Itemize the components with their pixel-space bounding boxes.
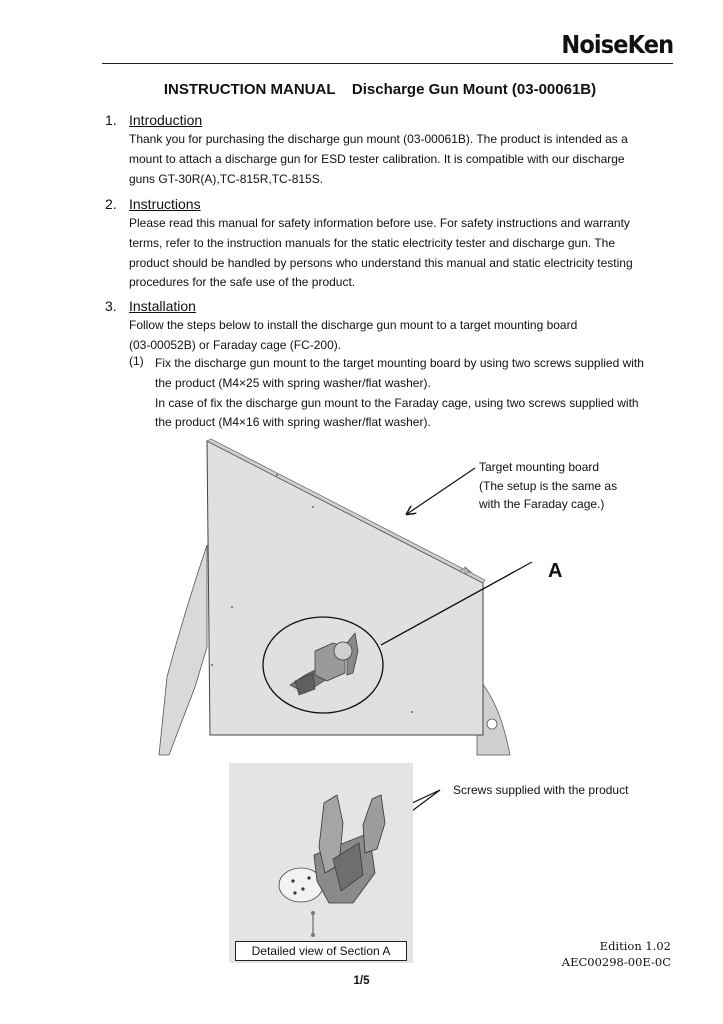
body-line: (03-00052B) or Faraday cage (FC-200).	[129, 337, 342, 352]
page-number: 1/5	[353, 975, 370, 987]
board-callout	[479, 458, 617, 514]
detail-view-caption: Detailed view of Section A	[235, 941, 407, 961]
body-line: mount to attach a discharge gun for ESD tester calibration. It is compatible with our discharge	[129, 151, 625, 166]
callout-line: (The setup is the same as	[479, 478, 618, 493]
body-line: terms, refer to the instruction manuals for the static electricity tester and discharge gun. The	[129, 235, 616, 250]
detail-view-illustration	[229, 763, 413, 963]
callout-line: with the Faraday cage.)	[479, 497, 605, 512]
step-1-number: (1)	[129, 354, 144, 368]
section-2-number: 2.	[105, 196, 117, 212]
body-line: Please read this manual for safety information before use. For safety instructions and warranty	[129, 216, 630, 230]
noiseken-logo: NoiseKen	[561, 30, 673, 59]
callout-line: Target mounting board	[479, 460, 600, 474]
board-callout-arrow	[407, 468, 475, 514]
document-title: INSTRUCTION MANUAL Discharge Gun Mount (03-00061B)	[163, 81, 597, 98]
section-1-heading: Introduction	[129, 112, 203, 128]
step-line: the product (M4×25 with spring washer/flat washer).	[155, 375, 431, 390]
section-3-number: 3.	[105, 298, 117, 314]
screws-callout: Screws supplied with the product	[453, 783, 629, 797]
step-line: In case of fix the discharge gun mount to the Faraday cage, using two screws supplied with	[155, 395, 639, 410]
body-line: Follow the steps below to install the discharge gun mount to a target mounting board	[129, 318, 578, 332]
edition-label: Edition 1.02	[599, 939, 671, 953]
body-line: Thank you for purchasing the discharge gun mount (03-00061B). The product is intended as a	[129, 132, 628, 146]
body-line: guns GT-30R(A),TC-815R,TC-815S.	[129, 171, 324, 186]
section-1-number: 1.	[105, 112, 117, 128]
section-a-leader	[381, 562, 532, 645]
document-code: AEC00298-00E-0C	[561, 955, 671, 969]
body-line: product should be handled by persons who understand this manual and static electricity testing	[129, 255, 633, 270]
body-line: procedures for the safe use of the product.	[129, 275, 356, 290]
section-2-heading: Instructions	[129, 196, 201, 212]
section-a-marker: A	[548, 560, 563, 582]
section-3-heading: Installation	[129, 298, 196, 314]
step-line: the product (M4×16 with spring washer/flat washer).	[155, 415, 431, 430]
step-line: Fix the discharge gun mount to the target mounting board by using two screws supplied with	[155, 356, 644, 370]
